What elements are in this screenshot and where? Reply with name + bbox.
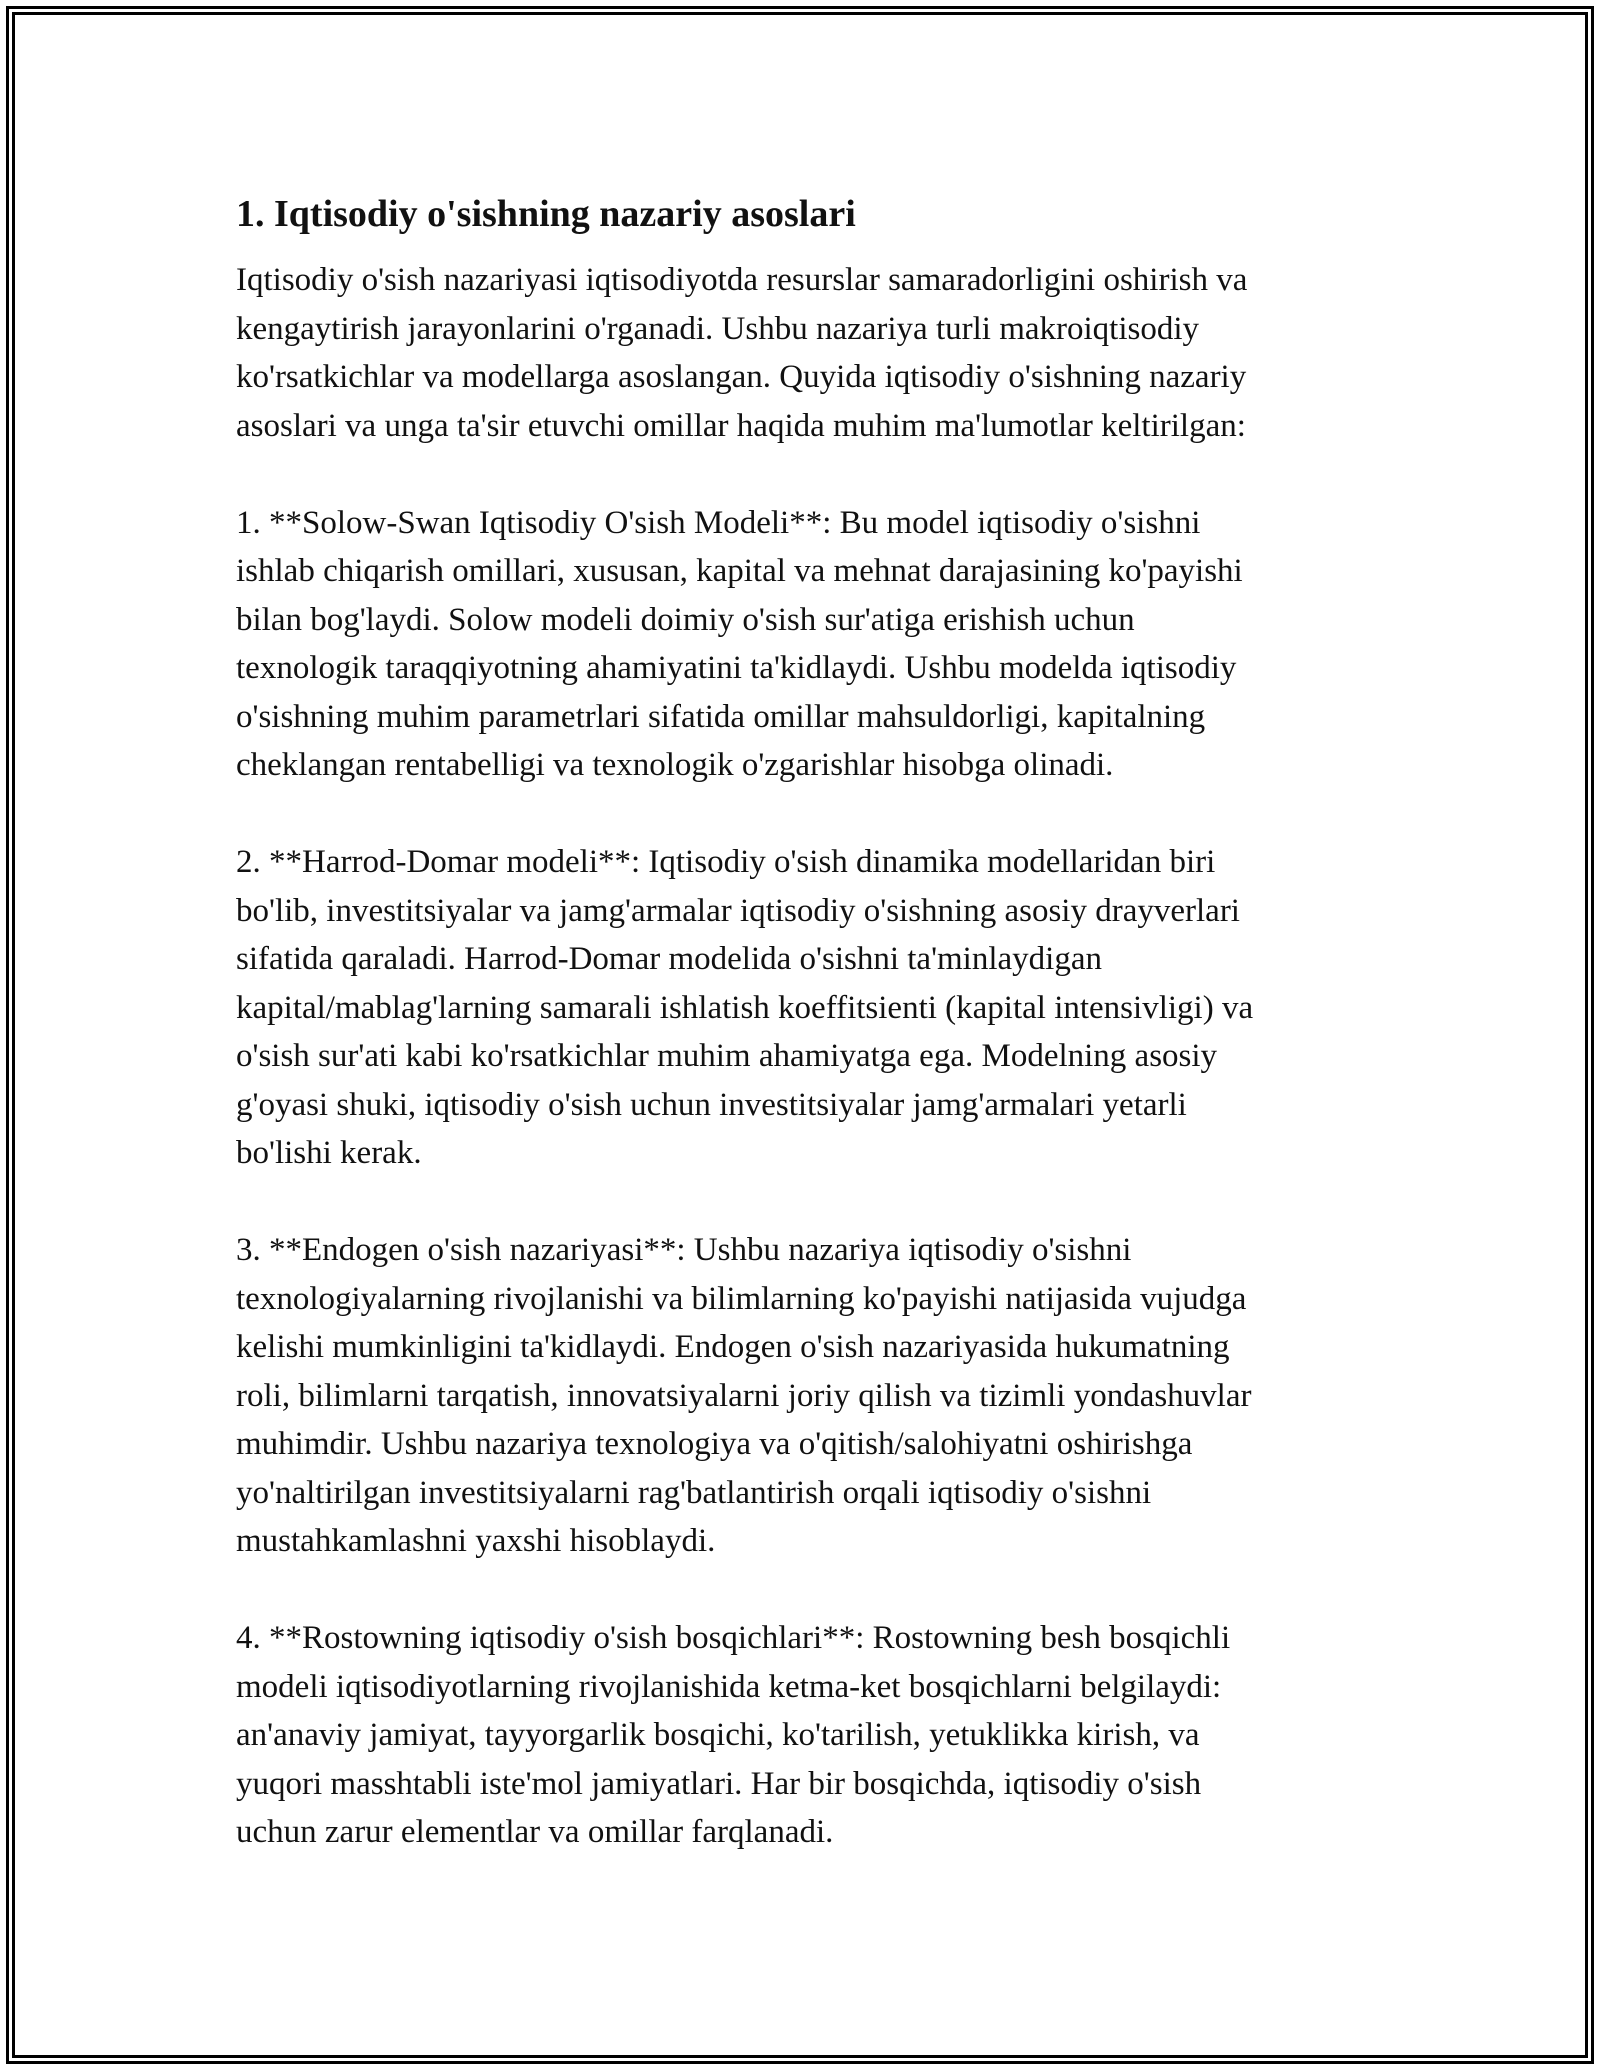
harrod-domar-paragraph: 2. **Harrod-Domar modeli**: Iqtisodiy o'sish dinamika modellaridan biri bo'lib, investitsiyalar va jamg'armalar iqtisodiy o'sishning asosiy drayverlari sifatida qaraladi. Harrod-Domar modelida o'sishni ta'minlaydigan kapital/mablag'larning samarali ishlatish koeffitsienti (kapital intensivligi) va o'sish sur'ati kabi ko'rsatkichlar muhim ahamiyatga ega. Modelning asosiy g'oyasi shuki, iqtisodiy o'sish uchun investitsiyalar jamg'armalari yetarli bo'lishi kerak. [236,844,1254,1171]
rostow-stages-paragraph: 4. **Rostowning iqtisodiy o'sish bosqichlari**: Rostowning besh bosqichli modeli iqtisodiyotlarning rivojlanishida ketma-ket bosqichlarni belgilaydi: an'anaviy jamiyat, tayyorgarlik bosqichi, ko'tarilish, yetuklikka kirish, va yuqori masshtabli iste'mol jamiyatlari. Har bir bosqichda, iqtisodiy o'sish uchun zarur elementlar va omillar farqlanadi. [236,1620,1231,1850]
document-body [236,188,1386,1857]
solow-swan-paragraph: 1. **Solow-Swan Iqtisodiy O'sish Modeli**: Bu model iqtisodiy o'sishni ishlab chiqarish omillari, xususan, kapital va mehnat darajasining ko'payishi bilan bog'laydi. Solow modeli doimiy o'sish sur'atiga erishish uchun texnologik taraqqiyotning ahamiyatini ta'kidlaydi. Ushbu modelda iqtisodiy o'sishning muhim parametrlari sifatida omillar mahsuldorligi, kapitalning cheklangan rentabelligi va texnologik o'zgarishlar hisobga olinadi. [236,504,1243,783]
section-heading: 1. Iqtisodiy o'sishning nazariy asoslari [236,193,856,235]
intro-paragraph: Iqtisodiy o'sish nazariyasi iqtisodiyotda resurslar samaradorligini oshirish va kengaytirish jarayonlarini o'rganadi. Ushbu nazariya turli makroiqtisodiy ko'rsatkichlar va modellarga asoslangan. Quyida iqtisodiy o'sishning nazariy asoslari va unga ta'sir etuvchi omillar haqida muhim ma'lumotlar keltirilgan: [236,262,1248,444]
endogenous-growth-paragraph: 3. **Endogen o'sish nazariyasi**: Ushbu nazariya iqtisodiy o'sishni texnologiyalarning rivojlanishi va bilimlarning ko'payishi natijasida vujudga kelishi mumkinligini ta'kidlaydi. Endogen o'sish nazariyasida hukumatning roli, bilimlarni tarqatish, innovatsiyalarni joriy qilish va tizimli yondashuvlar muhimdir. Ushbu nazariya texnologiya va o'qitish/salohiyatni oshirishga yo'naltirilgan investitsiyalarni rag'batlantirish orqali iqtisodiy o'sishni mustahkamlashni yaxshi hisoblaydi. [236,1232,1252,1559]
